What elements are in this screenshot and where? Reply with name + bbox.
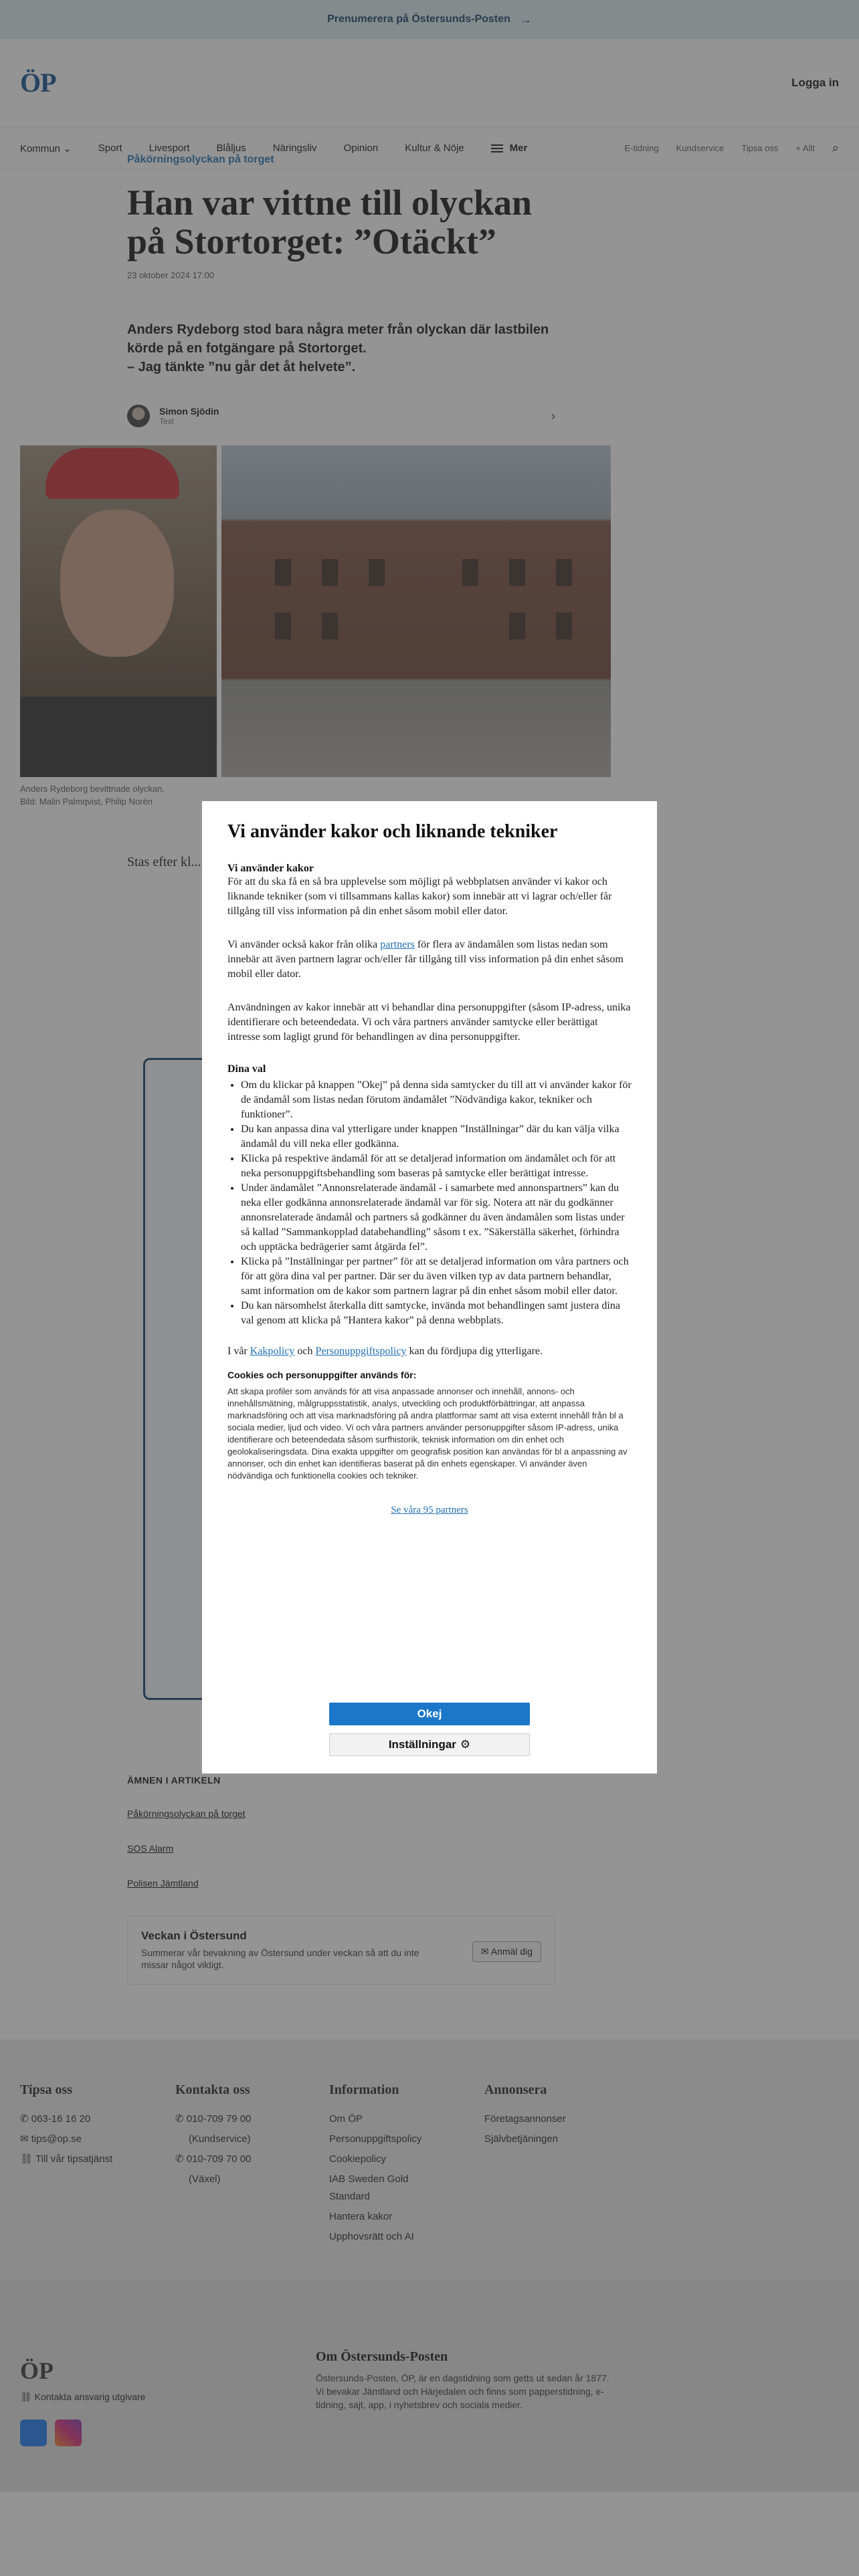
consent-paragraph [227, 938, 632, 982]
list-item: • Du kan anpassa dina val ytterligare under knappen ”Inställningar” där du kan välja vilka ändamål du vill neka eller godkänna. [241, 1122, 632, 1152]
consent-subtitle: Vi använder kakor [227, 863, 314, 874]
consent-paragraph: För att du ska få en så bra upplevelse som möjligt på webbplatsen använder vi kakor och liknande tekniker (som vi tillsammans kallas kakor) som innebär att vi lagrar och/eller får tillgång till viss information på din enhet såsom mobil eller dator. [227, 876, 612, 917]
see-partners-link[interactable]: Se våra 95 partners [391, 1505, 468, 1515]
text: för flera av ändamålen som listas nedan som innebär att även partnern lagrar och/eller får tillgång till viss information på din enhet såsom mobil eller dator. [227, 939, 624, 980]
list-item: • Klicka på respektive ändamål för att se detaljerad information om ändamålet och för att neka personuppgiftsbehandling som baseras på samtycke eller berättigat intresse. [241, 1152, 632, 1181]
text: och [297, 1346, 313, 1357]
policy-paragraph [227, 1344, 632, 1359]
choices-list [227, 1078, 632, 1328]
list-item: • Under ändamålet ”Annonsrelaterade ändamål - i samarbete med annonspartners” kan du neka eller godkänna annonsrelaterade ändamål var för sig. Notera att när du godkänner annonsrelaterade ändamål och partners så godkänner du även ändamålen som listas under så kallad ”Sammankopplad databehandling” såsom t ex. ”Säkerställa säkerhet, förhindra och upptäcka bedrägerier samt åtgärda fel”. [241, 1181, 632, 1255]
consent-paragraph: Användningen av kakor innebär att vi behandlar dina personuppgifter (såsom IP-adress, unika identifierare och beteendedata. Vi och våra partners använder samtycke eller berättigat intresse som lagligt grund för behandlingen av dina personuppgifter. [227, 1002, 631, 1043]
button-label: Inställningar [388, 1738, 456, 1751]
cookie-policy-link[interactable]: Kakpolicy [250, 1346, 295, 1357]
text: Vi använder också kakor från olika [227, 939, 378, 950]
text: I vår [227, 1346, 248, 1357]
partners-link[interactable]: partners [380, 939, 415, 950]
text: kan du fördjupa dig ytterligare. [409, 1346, 543, 1357]
gear-icon: ⚙ [460, 1738, 471, 1751]
cookies-usage-title: Cookies och personuppgifter används för: [227, 1370, 417, 1380]
consent-title: Vi använder kakor och liknande tekniker [227, 821, 558, 842]
cookie-consent-dialog [202, 801, 657, 1774]
list-item: • Du kan närsomhelst återkalla ditt samtycke, invända mot behandlingen samt justera dina val genom att klicka på ”Hantera kakor” på denna webbplats. [241, 1299, 632, 1328]
accept-button[interactable]: Okej [329, 1703, 530, 1725]
choices-title: Dina val [227, 1063, 266, 1075]
cookies-usage-text: Att skapa profiler som används för att visa anpassade annonser och innehåll, annons- och innehållsmätning, målgruppsstatistik, analys, utveckling och produktförbättringar, att anpassa marknadsföring och att visa marknadsföring på andra plattformar samt att visa externt innehåll från bl a sociala medier, ljud och video. Vi och våra partners använder personuppgifter såsom IP-adress, unika identifierare och beteendedata såsom surfhistorik, teknisk information om din enhet och geolokaliseringsdata. Dina exakta uppgifter om geografisk position kan användas för bl a anpassning av annonser, och din enhet kan identifieras baserat på din enhets egenskaper. Vi använder även nödvändiga och funktionella cookies och tekniker. [227, 1386, 628, 1481]
list-item: • Klicka på ”Inställningar per partner” för att se detaljerad information om våra partners och för att göra dina val per partner. Där ser du även vilken typ av data partnern behandlar, samt information om de kakor som partnern lagrar på din enhet såsom mobil eller dator. [241, 1255, 632, 1299]
privacy-policy-link[interactable]: Personuppgiftspolicy [315, 1346, 407, 1357]
settings-button[interactable] [329, 1733, 530, 1756]
list-item: • Om du klickar på knappen ”Okej” på denna sida samtycker du till att vi använder kakor för de ändamål som listas nedan förutom ändamålet ”Nödvändiga kakor, tekniker och funktioner”. [241, 1078, 632, 1122]
